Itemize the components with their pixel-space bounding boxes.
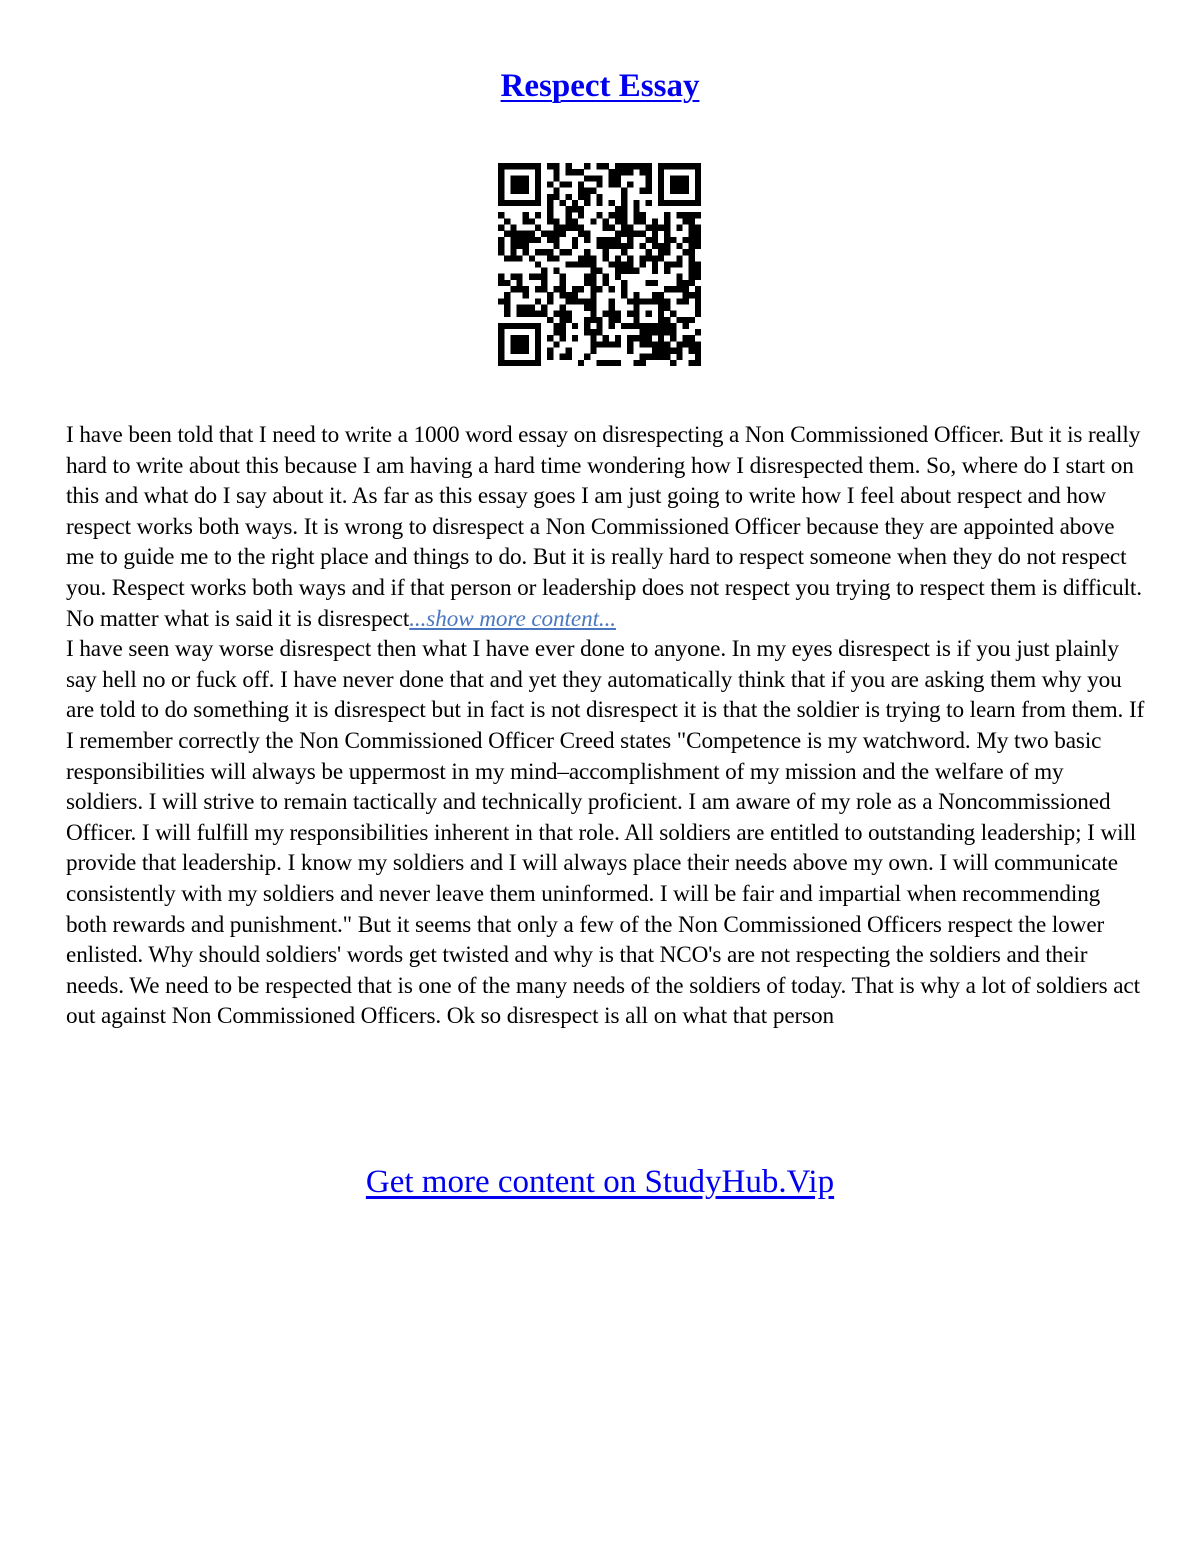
footer-link[interactable]: Get more content on StudyHub.Vip	[365, 1164, 835, 1200]
paragraph-2: I have seen way worse disrespect then what I have ever done to anyone. In my eyes disrespect is if you just plainly say hell no or fuck off. I have never done that and yet they automatically think that if you are asking them why you are told to do something it is disrespect but in fact is not disrespect it is that the soldier is trying to learn from them. If I remember correctly the Non Commissioned Officer Creed states "Competence is my watchword. My two basic responsibilities will always be uppermost in my mind–accomplishment of my mission and the welfare of my soldiers. I will strive to remain tactically and technically proficient. I am aware of my role as a Noncommissioned Officer. I will fulfill my responsibilities inherent in that role. All soldiers are entitled to outstanding leadership; I will provide that leadership. I know my soldiers and I will always place their needs above my own. I will communicate consistently with my soldiers and never leave them uninformed. I will be fair and impartial when recommending both rewards and punishment." But it seems that only a few of the Non Commissioned Officers respect the lower enlisted. Why should soldiers' words get twisted and why is that NCO's are not respecting the soldiers and their needs. We need to be respected that is one of the many needs of the soldiers of today. That is why a lot of soldiers act out against Non Commissioned Officers. Ok so disrespect is all on what that person	[66, 636, 1145, 1030]
qr-code-icon	[498, 163, 701, 366]
page-title	[0, 64, 1200, 108]
paragraph-1-text: I have been told that I need to write a 1000 word essay on disrespecting a Non Commissioned Officer. But it is really hard to write about this because I am having a hard time wondering how I disrespected them. So, where do I start on this and what do I say about it. As far as this essay goes I am just going to write how I feel about respect and how respect works both ways. It is wrong to disrespect a Non Commissioned Officer because they are appointed above me to guide me to the right place and things to do. But it is really hard to respect someone when they do not respect you. Respect works both ways and if that person or leadership does not respect you trying to respect them is difficult. No matter what is said it is disrespect	[66, 422, 1142, 632]
essay-body	[66, 420, 1146, 1032]
footer	[0, 1160, 1200, 1204]
title-link[interactable]: Respect Essay	[500, 68, 700, 104]
paragraph-1	[66, 420, 1146, 634]
show-more-link[interactable]: ...show more content...	[409, 605, 616, 632]
